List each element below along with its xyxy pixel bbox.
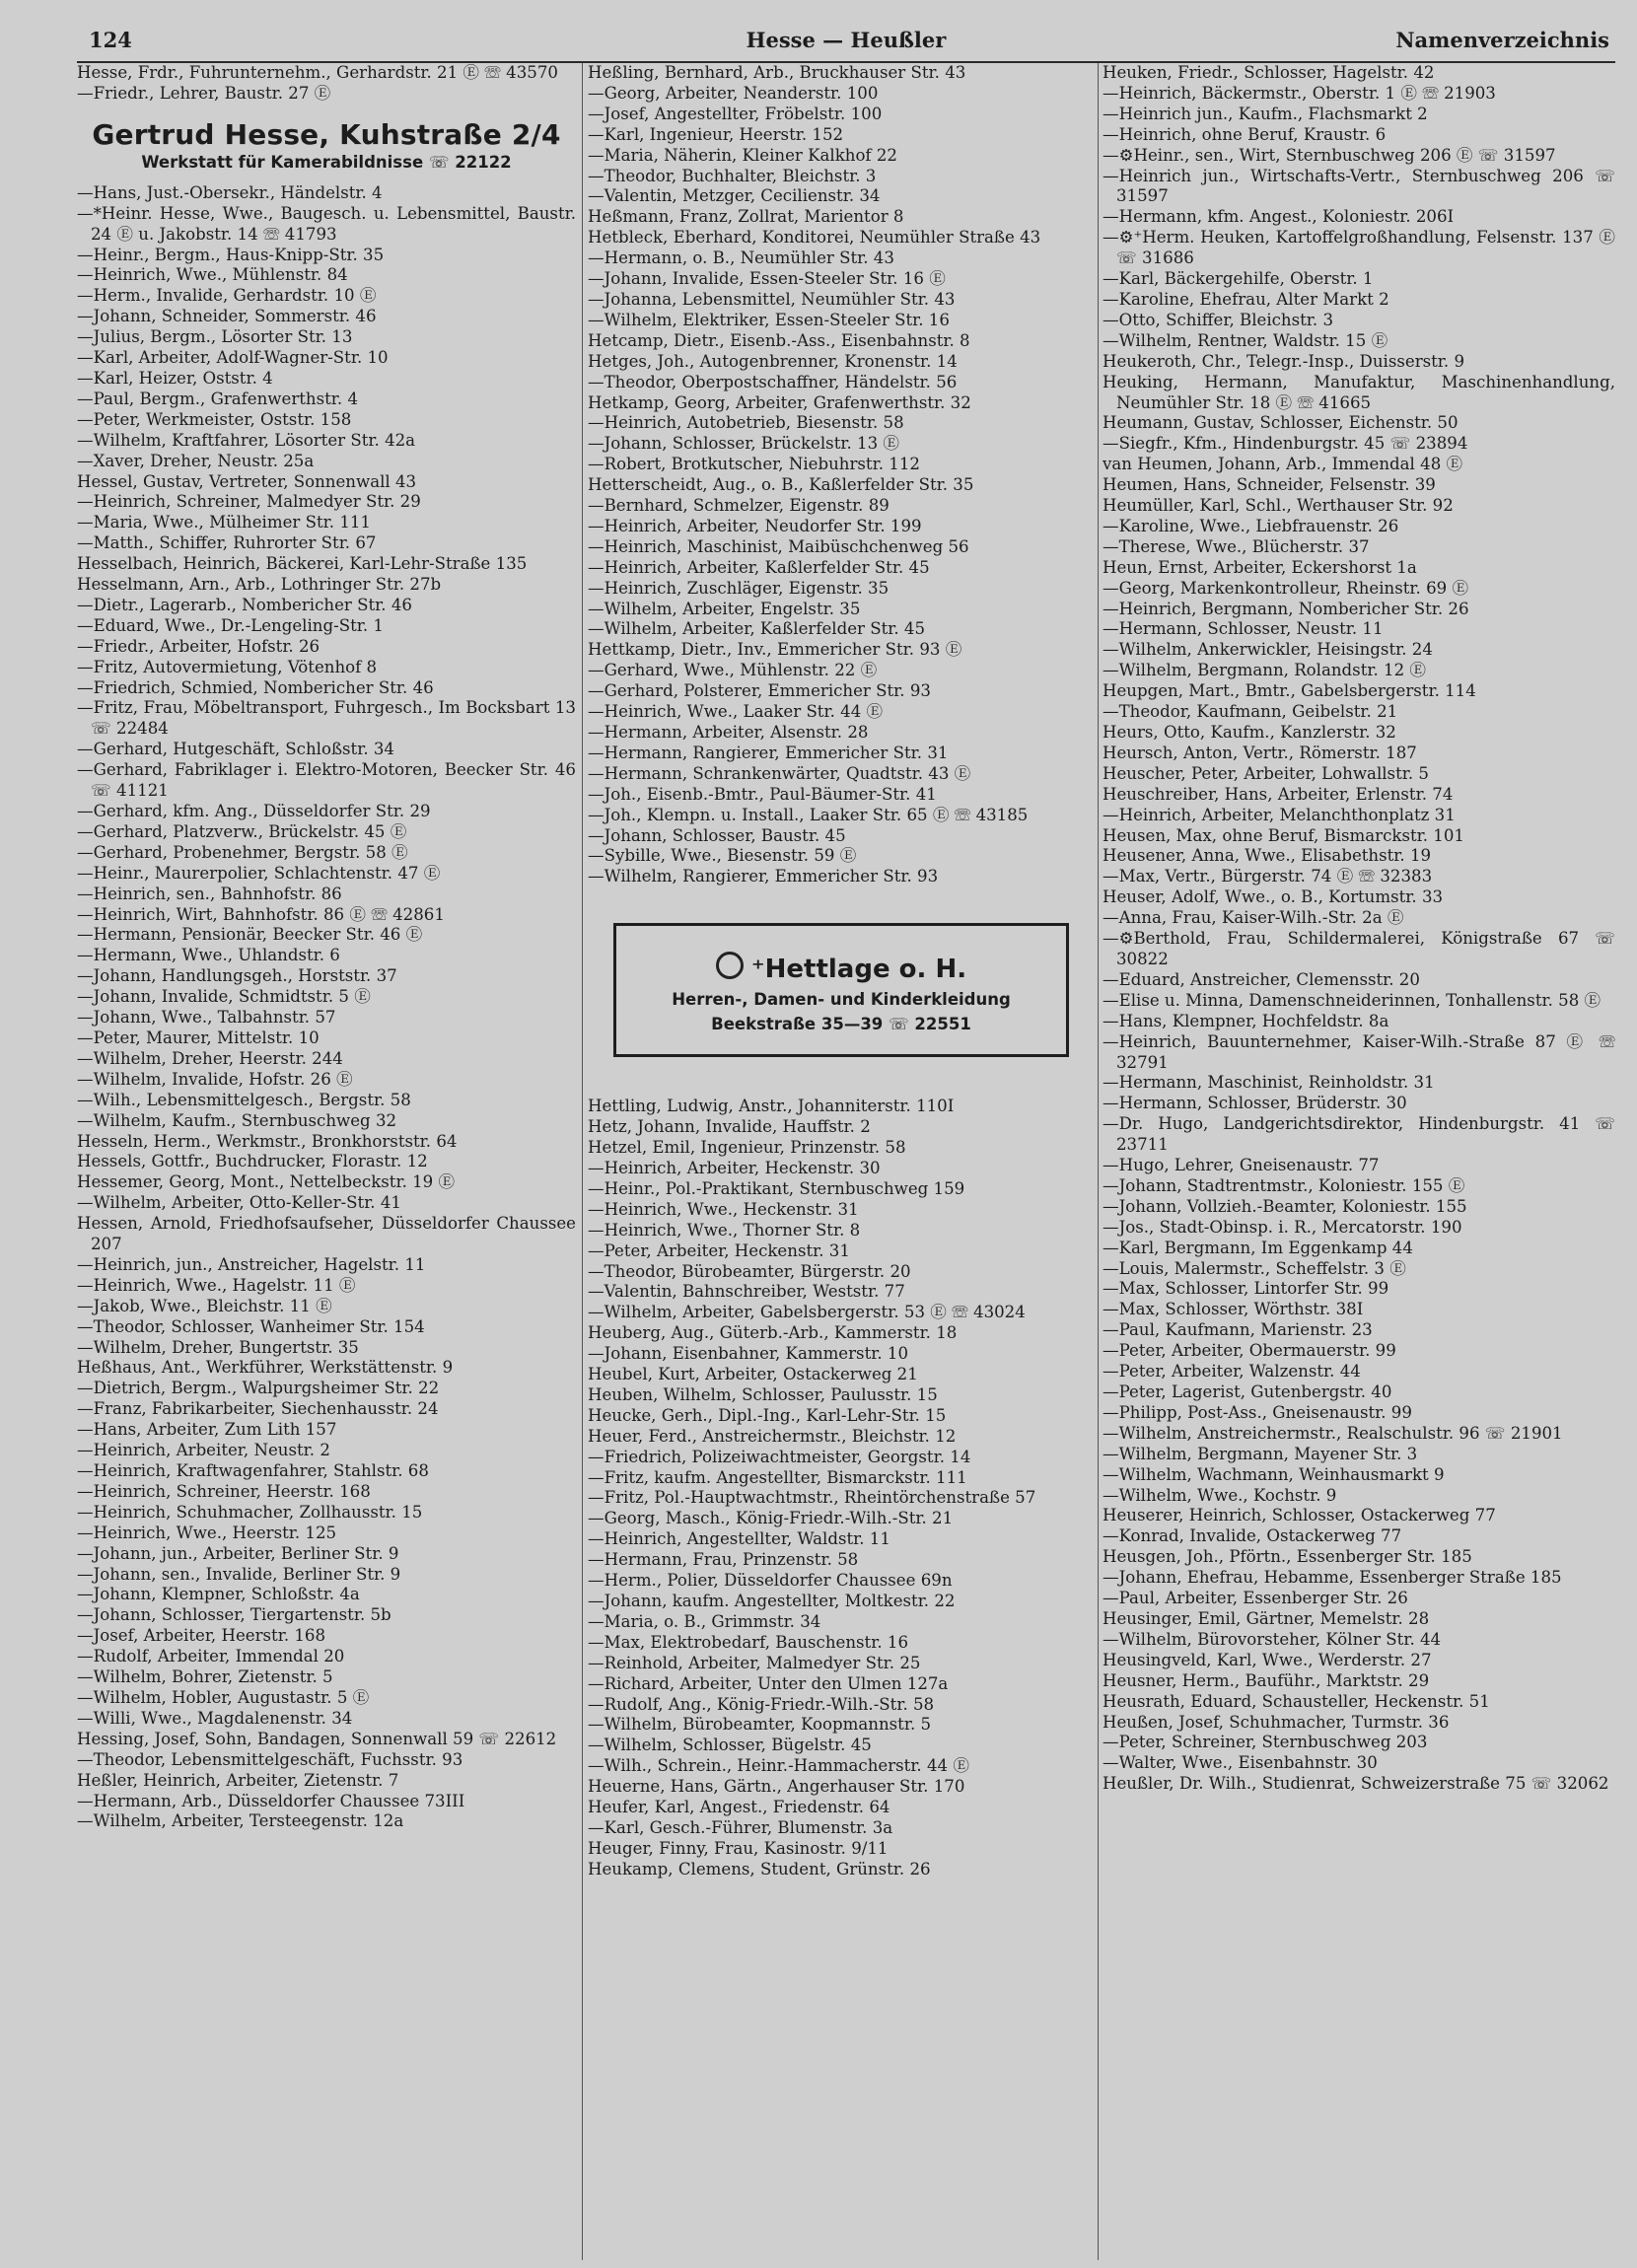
directory-entry: —Heinrich, Autobetrieb, Biesenstr. 58: [588, 413, 904, 433]
directory-entry: —Hans, Arbeiter, Zum Lith 157: [77, 1420, 337, 1440]
directory-entry: Hetzel, Emil, Ingenieur, Prinzenstr. 58: [588, 1138, 906, 1158]
directory-entry: —Hermann, Schlosser, Neustr. 11: [1103, 619, 1384, 639]
directory-entry: —Julius, Bergm., Lösorter Str. 13: [77, 327, 353, 347]
directory-entry: —Heinrich, Kraftwagenfahrer, Stahlstr. 68: [77, 1461, 429, 1480]
directory-entry: —Gerhard, kfm. Ang., Düsseldorfer Str. 29: [77, 802, 431, 820]
directory-entry: —Heinr., Bergm., Haus-Knipp-Str. 35: [77, 245, 385, 264]
directory-entry: —Wilhelm, Kraftfahrer, Lösorter Str. 42a: [77, 430, 416, 450]
directory-entry: —Hans, Klempner, Hochfeldstr. 8a: [1103, 1011, 1389, 1030]
directory-entry: —Gerhard, Probenehmer, Bergstr. 58 Ⓔ: [77, 842, 408, 862]
directory-entry: Heukeroth, Chr., Telegr.-Insp., Duisserstr. 9: [1103, 351, 1465, 371]
directory-entry: Heursch, Anton, Vertr., Römerstr. 187: [1103, 743, 1417, 762]
directory-entry: —Paul, Arbeiter, Essenberger Str. 26: [1103, 1589, 1408, 1608]
directory-entry: —Karoline, Ehefrau, Alter Markt 2: [1103, 289, 1389, 309]
directory-entry: —Wilhelm, Bürobeamter, Koopmannstr. 5: [588, 1715, 932, 1735]
directory-entry: —Wilhelm, Arbeiter, Gabelsbergerstr. 53 Ⓔ ☏ 43024: [588, 1303, 1026, 1322]
directory-entry: —Heinrich, Schreiner, Malmedyer Str. 29: [77, 492, 421, 512]
directory-entry: —Eduard, Anstreicher, Clemensstr. 20: [1103, 969, 1420, 989]
directory-entry: —Wilhelm, Wwe., Kochstr. 9: [1103, 1485, 1337, 1505]
directory-entry: Hessemer, Georg, Mont., Nettelbeckstr. 19 Ⓔ: [77, 1172, 456, 1192]
directory-entry: —Heinrich, Schreiner, Heerstr. 168: [77, 1481, 371, 1501]
directory-entry: Hessen, Arnold, Friedhofsaufseher, Düsseldorfer Chaussee 207: [77, 1214, 576, 1254]
ad-gertrud-hesse: [77, 118, 576, 172]
ad-line-2: Beekstraße 35—39 ☏ 22551: [711, 1015, 971, 1034]
directory-entry: —Johann, jun., Arbeiter, Berliner Str. 9: [77, 1543, 399, 1563]
directory-entry: —Karl, Heizer, Oststr. 4: [77, 368, 273, 388]
directory-entry: —Wilhelm, Bergmann, Rolandstr. 12 Ⓔ: [1103, 661, 1427, 680]
directory-entry: —Wilhelm, Bürovorsteher, Kölner Str. 44: [1103, 1629, 1442, 1649]
directory-entry: —Peter, Arbeiter, Heckenstr. 31: [588, 1240, 850, 1260]
directory-entry: —Heinrich, jun., Anstreicher, Hagelstr. 11: [77, 1254, 426, 1274]
directory-entry: Heufer, Karl, Angest., Friedenstr. 64: [588, 1798, 890, 1817]
directory-entry: —Gerhard, Hutgeschäft, Schloßstr. 34: [77, 740, 394, 759]
directory-columns: [77, 63, 1615, 2260]
directory-entry: —Wilhelm, Dreher, Bungertstr. 35: [77, 1337, 359, 1357]
directory-entry: —Heinrich jun., Kaufm., Flachsmarkt 2: [1103, 104, 1428, 123]
directory-entry: —Wilhelm, Anstreichermstr., Realschulstr. 96 ☏ 21901: [1103, 1423, 1563, 1443]
directory-entry: —Richard, Arbeiter, Unter den Ulmen 127a: [588, 1673, 949, 1693]
directory-entry: —Gerhard, Fabriklager i. Elektro-Motoren, Beecker Str. 46 ☏ 41121: [77, 760, 576, 801]
directory-entry: —Heinrich, Wwe., Mühlenstr. 84: [77, 265, 348, 285]
directory-entry: —Anna, Frau, Kaiser-Wilh.-Str. 2a Ⓔ: [1103, 908, 1404, 928]
directory-entry: —Heinrich, Bauunternehmer, Kaiser-Wilh.-Straße 87 Ⓔ ☏ 32791: [1103, 1031, 1615, 1072]
directory-entry: Heusrath, Eduard, Schausteller, Heckenstr. 51: [1103, 1691, 1490, 1711]
directory-entry: —Heinrich, Arbeiter, Kaßlerfelder Str. 45: [588, 557, 930, 577]
directory-entry: —Johann, Schlosser, Baustr. 45: [588, 825, 846, 845]
directory-entry: —Hermann, Maschinist, Reinholdstr. 31: [1103, 1073, 1435, 1093]
directory-entry: —Reinhold, Arbeiter, Malmedyer Str. 25: [588, 1653, 921, 1672]
directory-entry: Hesse, Frdr., Fuhrunternehm., Gerhardstr. 21 Ⓔ ☏ 43570: [77, 63, 558, 82]
directory-entry: —Johann, Eisenbahner, Kammerstr. 10: [588, 1344, 909, 1364]
directory-entry: Heusinger, Emil, Gärtner, Memelstr. 28: [1103, 1608, 1430, 1628]
directory-entry: —Philipp, Post-Ass., Gneisenaustr. 99: [1103, 1402, 1412, 1422]
directory-entry: —Dietrich, Bergm., Walpurgsheimer Str. 22: [77, 1379, 440, 1398]
directory-entry: Hettling, Ludwig, Anstr., Johanniterstr. 110I: [588, 1097, 955, 1116]
directory-entry: —Johanna, Lebensmittel, Neumühler Str. 43: [588, 289, 956, 309]
directory-entry: Heßhaus, Ant., Werkführer, Werkstättenstr. 9: [77, 1358, 454, 1378]
directory-entry: Hessing, Josef, Sohn, Bandagen, Sonnenwall 59 ☏ 22612: [77, 1729, 557, 1748]
directory-entry: —Fritz, Autovermietung, Vötenhof 8: [77, 657, 378, 676]
directory-entry: —Heinrich, Wwe., Laaker Str. 44 Ⓔ: [588, 702, 884, 722]
directory-entry: —Siegfr., Kfm., Hindenburgstr. 45 ☏ 23894: [1103, 434, 1468, 454]
directory-entry: —Heinrich, Arbeiter, Neudorfer Str. 199: [588, 516, 922, 535]
directory-entry: —Heinrich, Wwe., Thorner Str. 8: [588, 1220, 861, 1240]
directory-entry: Heußen, Josef, Schuhmacher, Turmstr. 36: [1103, 1712, 1450, 1732]
directory-entry: —Fritz, Pol.-Hauptwachtmstr., Rheintörchenstraße 57: [588, 1488, 1036, 1508]
directory-entry: —Otto, Schiffer, Bleichstr. 3: [1103, 310, 1334, 329]
directory-entry: —⚙Heinr., sen., Wirt, Sternbuschweg 206 Ⓔ ☏ 31597: [1103, 145, 1556, 165]
directory-entry: Heusener, Anna, Wwe., Elisabethstr. 19: [1103, 846, 1432, 866]
directory-entry: —Heinrich, Bergmann, Nombericher Str. 26: [1103, 599, 1469, 618]
directory-entry: —Johann, Wwe., Talbahnstr. 57: [77, 1008, 336, 1028]
directory-entry: —Franz, Fabrikarbeiter, Siechenhausstr. 24: [77, 1399, 439, 1419]
directory-entry: —Konrad, Invalide, Ostackerweg 77: [1103, 1526, 1402, 1546]
directory-entry: Heuer, Ferd., Anstreichermstr., Bleichstr. 12: [588, 1426, 957, 1446]
directory-entry: —Johann, Vollzieh.-Beamter, Koloniestr. 155: [1103, 1196, 1467, 1216]
directory-entry: Hesselmann, Arn., Arb., Lothringer Str. 27b: [77, 575, 442, 595]
column-1: [77, 63, 576, 2260]
directory-entry: —Hermann, Schlosser, Brüderstr. 30: [1103, 1094, 1407, 1113]
directory-entry: —Friedr., Lehrer, Baustr. 27 Ⓔ: [77, 83, 331, 103]
directory-entry: Heßler, Heinrich, Arbeiter, Zietenstr. 7: [77, 1770, 399, 1790]
directory-entry: Heumen, Hans, Schneider, Felsenstr. 39: [1103, 475, 1436, 495]
directory-entry: —Hermann, o. B., Neumühler Str. 43: [588, 248, 894, 268]
directory-entry: —Johann, Schlosser, Tiergartenstr. 5b: [77, 1605, 391, 1625]
directory-entry: —Heinr., Pol.-Praktikant, Sternbuschweg 159: [588, 1178, 965, 1198]
directory-entry: Heuken, Friedr., Schlosser, Hagelstr. 42: [1103, 63, 1435, 82]
directory-entry: —Peter, Werkmeister, Oststr. 158: [77, 409, 352, 429]
directory-entry: —Peter, Maurer, Mittelstr. 10: [77, 1028, 320, 1047]
directory-entry: —Theodor, Kaufmann, Geibelstr. 21: [1103, 702, 1398, 722]
column-divider: [1098, 63, 1099, 2260]
directory-entry: —Bernhard, Schmelzer, Eigenstr. 89: [588, 496, 890, 516]
directory-entry: van Heumen, Johann, Arb., Immendal 48 Ⓔ: [1103, 455, 1463, 474]
directory-entry: Heuserer, Heinrich, Schlosser, Ostackerweg 77: [1103, 1506, 1496, 1525]
directory-entry: Hessels, Gottfr., Buchdrucker, Florastr. 12: [77, 1152, 428, 1171]
directory-entry: —Fritz, Frau, Möbeltransport, Fuhrgesch., Im Bocksbart 13 ☏ 22484: [77, 698, 576, 739]
directory-entry: —Wilhelm, Rentner, Waldstr. 15 Ⓔ: [1103, 330, 1388, 350]
directory-entry: —Josef, Arbeiter, Heerstr. 168: [77, 1626, 326, 1646]
directory-entry: Heßling, Bernhard, Arb., Bruckhauser Str. 43: [588, 63, 966, 82]
directory-entry: —Peter, Arbeiter, Obermauerstr. 99: [1103, 1341, 1396, 1361]
directory-entry: —Heinrich, Maschinist, Maibüschchenweg 56: [588, 536, 969, 556]
directory-entry: —Karl, Arbeiter, Adolf-Wagner-Str. 10: [77, 348, 389, 368]
directory-entry: Heuser, Adolf, Wwe., o. B., Kortumstr. 33: [1103, 887, 1444, 907]
directory-entry: —Friedr., Arbeiter, Hofstr. 26: [77, 636, 320, 656]
directory-entry: Hessel, Gustav, Vertreter, Sonnenwall 43: [77, 471, 417, 491]
directory-entry: —Maria, Näherin, Kleiner Kalkhof 22: [588, 145, 897, 165]
column-2: [588, 63, 1095, 2260]
directory-entry: —Gerhard, Wwe., Mühlenstr. 22 Ⓔ: [588, 661, 878, 680]
company-logo-icon: [716, 952, 744, 979]
directory-entry: —Maria, o. B., Grimmstr. 34: [588, 1611, 821, 1631]
directory-entry: —Josef, Angestellter, Fröbelstr. 100: [588, 104, 883, 123]
directory-entry: —Heinrich, Arbeiter, Melanchthonplatz 31: [1103, 805, 1456, 824]
directory-entry: Heuberg, Aug., Güterb.-Arb., Kammerstr. 18: [588, 1323, 958, 1343]
directory-entry: —Johann, Ehefrau, Hebamme, Essenberger Straße 185: [1103, 1568, 1562, 1588]
directory-entry: —Therese, Wwe., Blücherstr. 37: [1103, 536, 1370, 556]
directory-entry: —Peter, Lagerist, Gutenbergstr. 40: [1103, 1382, 1392, 1401]
directory-entry: —Wilhelm, Bohrer, Zietenstr. 5: [77, 1667, 333, 1687]
directory-entry: —Heinrich, sen., Bahnhofstr. 86: [77, 884, 342, 903]
page-number: 124: [89, 28, 132, 52]
directory-entry: —Friedrich, Polizeiwachtmeister, Georgstr. 14: [588, 1447, 971, 1466]
directory-entry: Heuerne, Hans, Gärtn., Angerhauser Str. 170: [588, 1777, 965, 1797]
directory-entry: Heupgen, Mart., Bmtr., Gabelsbergerstr. 114: [1103, 681, 1476, 701]
directory-entry: —Jakob, Wwe., Bleichstr. 11 Ⓔ: [77, 1296, 332, 1315]
directory-entry: —Johann, Klempner, Schloßstr. 4a: [77, 1585, 360, 1604]
directory-entry: —Wilhelm, Schlosser, Bügelstr. 45: [588, 1736, 872, 1755]
directory-entry: —Wilhelm, Kaufm., Sternbuschweg 32: [77, 1110, 397, 1130]
directory-entry: —Peter, Schreiner, Sternbuschweg 203: [1103, 1733, 1428, 1752]
directory-entry: —Johann, Invalide, Essen-Steeler Str. 16 Ⓔ: [588, 269, 946, 289]
directory-entry: —Heinrich, Angestellter, Waldstr. 11: [588, 1529, 890, 1549]
section-title: Namenverzeichnis: [1395, 28, 1609, 52]
directory-entry: —Walter, Wwe., Eisenbahnstr. 30: [1103, 1753, 1378, 1773]
directory-entry: —Wilhelm, Arbeiter, Otto-Keller-Str. 41: [77, 1193, 401, 1213]
directory-entry: —Matth., Schiffer, Ruhrorter Str. 67: [77, 533, 377, 553]
directory-entry: —Heinrich, ohne Beruf, Kraustr. 6: [1103, 124, 1387, 144]
directory-entry: —Wilh., Schrein., Heinr.-Hammacherstr. 44 Ⓔ: [588, 1756, 969, 1776]
directory-entry: Hetterscheidt, Aug., o. B., Kaßlerfelder Str. 35: [588, 475, 974, 495]
directory-entry: —Karoline, Wwe., Liebfrauenstr. 26: [1103, 516, 1399, 535]
directory-entry: Hetz, Johann, Invalide, Hauffstr. 2: [588, 1117, 871, 1137]
directory-entry: —Heinrich, Wwe., Heerstr. 125: [77, 1523, 337, 1542]
directory-entry: —Karl, Ingenieur, Heerstr. 152: [588, 124, 844, 144]
directory-entry: Heuger, Finny, Frau, Kasinostr. 9/11: [588, 1838, 889, 1858]
directory-entry: —Xaver, Dreher, Neustr. 25a: [77, 451, 315, 470]
directory-entry: —Max, Schlosser, Wörthstr. 38I: [1103, 1300, 1364, 1319]
directory-entry: —Elise u. Minna, Damenschneiderinnen, Tonhallenstr. 58 Ⓔ: [1103, 990, 1601, 1010]
ad-title: Gertrud Hesse, Kuhstraße 2/4: [92, 117, 561, 151]
directory-entry: —Wilhelm, Arbeiter, Tersteegenstr. 12a: [77, 1811, 404, 1831]
directory-entry: —Hugo, Lehrer, Gneisenaustr. 77: [1103, 1156, 1380, 1175]
directory-entry: —Heinrich, Bäckermstr., Oberstr. 1 Ⓔ ☏ 21903: [1103, 83, 1496, 103]
directory-entry: Heubel, Kurt, Arbeiter, Ostackerweg 21: [588, 1365, 918, 1384]
page-header: [77, 22, 1615, 63]
directory-entry: —Karl, Bäckergehilfe, Oberstr. 1: [1103, 269, 1374, 289]
directory-entry: —Hans, Just.-Obersekr., Händelstr. 4: [77, 182, 383, 202]
directory-entry: —Heinrich, Zuschläger, Eigenstr. 35: [588, 578, 890, 598]
directory-entry: Heuking, Hermann, Manufaktur, Maschinenhandlung, Neumühler Str. 18 Ⓔ ☏ 41665: [1103, 372, 1615, 412]
directory-entry: —Wilhelm, Hobler, Augustastr. 5 Ⓔ: [77, 1687, 370, 1707]
directory-entry: —Johann, Schneider, Sommerstr. 46: [77, 307, 377, 326]
directory-entry: Heun, Ernst, Arbeiter, Eckershorst 1a: [1103, 557, 1417, 577]
directory-entry: —Wilhelm, Arbeiter, Kaßlerfelder Str. 45: [588, 619, 926, 639]
directory-entry: Hetbleck, Eberhard, Konditorei, Neumühler Straße 43: [588, 228, 1041, 248]
directory-entry: —Georg, Masch., König-Friedr.-Wilh.-Str. 21: [588, 1509, 954, 1528]
directory-entry: Hesseln, Herm., Werkmstr., Bronkhorststr. 64: [77, 1131, 458, 1151]
directory-entry: —Hermann, Pensionär, Beecker Str. 46 Ⓔ: [77, 925, 423, 945]
directory-entry: —Georg, Arbeiter, Neanderstr. 100: [588, 83, 879, 103]
directory-entry: Hetkamp, Georg, Arbeiter, Grafenwerthstr. 32: [588, 392, 971, 412]
directory-entry: —Friedrich, Schmied, Nombericher Str. 46: [77, 677, 434, 697]
column-3: [1103, 63, 1615, 2260]
directory-entry: —Wilhelm, Wachmann, Weinhausmarkt 9: [1103, 1464, 1445, 1484]
directory-entry: Heusingveld, Karl, Wwe., Werderstr. 27: [1103, 1650, 1432, 1669]
directory-entry: Heukamp, Clemens, Student, Grünstr. 26: [588, 1859, 931, 1878]
directory-entry: —Wilh., Lebensmittelgesch., Bergstr. 58: [77, 1090, 411, 1109]
directory-entry: —Sybille, Wwe., Biesenstr. 59 Ⓔ: [588, 846, 857, 866]
directory-entry: —Rudolf, Ang., König-Friedr.-Wilh.-Str. 58: [588, 1694, 935, 1714]
directory-entry: —Jos., Stadt-Obinsp. i. R., Mercatorstr. 190: [1103, 1217, 1462, 1237]
directory-entry: —Dietr., Lagerarb., Nombericher Str. 46: [77, 595, 412, 614]
directory-entry: —Theodor, Oberpostschaffner, Händelstr. 56: [588, 372, 958, 391]
directory-entry: Heuschreiber, Hans, Arbeiter, Erlenstr. 74: [1103, 784, 1454, 804]
directory-entry: Hetges, Joh., Autogenbrenner, Kronenstr. 14: [588, 351, 958, 371]
directory-entry: —Heinrich, Wirt, Bahnhofstr. 86 Ⓔ ☏ 42861: [77, 904, 445, 924]
directory-entry: —*Heinr. Hesse, Wwe., Baugesch. u. Lebensmittel, Baustr. 24 Ⓔ u. Jakobstr. 14 ☏ 41793: [77, 203, 576, 244]
directory-entry: —Johann, Handlungsgeh., Horststr. 37: [77, 966, 397, 986]
directory-entry: Heurs, Otto, Kaufm., Kanzlerstr. 32: [1103, 723, 1396, 742]
directory-entry: Heuben, Wilhelm, Schlosser, Paulusstr. 15: [588, 1384, 938, 1404]
column-divider: [582, 63, 583, 2260]
directory-entry: —Hermann, Schrankenwärter, Quadtstr. 43 Ⓔ: [588, 763, 971, 783]
directory-entry: —Johann, Stadtrentmstr., Koloniestr. 155 Ⓔ: [1103, 1175, 1465, 1195]
directory-entry: —Heinrich, Schuhmacher, Zollhausstr. 15: [77, 1502, 423, 1522]
directory-entry: —Wilhelm, Elektriker, Essen-Steeler Str. 16: [588, 310, 950, 329]
directory-entry: —Hermann, Frau, Prinzenstr. 58: [588, 1550, 859, 1570]
ad-line-1: Herren-, Damen- und Kinderkleidung: [672, 990, 1011, 1010]
directory-entry: —Eduard, Wwe., Dr.-Lengeling-Str. 1: [77, 615, 384, 635]
directory-entry: —Hermann, Arbeiter, Alsenstr. 28: [588, 723, 869, 742]
directory-entry: —Valentin, Metzger, Cecilienstr. 34: [588, 186, 881, 206]
directory-entry: —Heinrich, Wwe., Heckenstr. 31: [588, 1199, 859, 1219]
directory-entry: —Gerhard, Platzverw., Brückelstr. 45 Ⓔ: [77, 821, 407, 841]
directory-entry: Hettkamp, Dietr., Inv., Emmericher Str. 93 Ⓔ: [588, 640, 962, 660]
directory-entry: —Heinr., Maurerpolier, Schlachtenstr. 47 Ⓔ: [77, 863, 441, 883]
directory-entry: —Maria, Wwe., Mülheimer Str. 111: [77, 513, 371, 532]
directory-entry: —Herm., Invalide, Gerhardstr. 10 Ⓔ: [77, 286, 377, 306]
directory-entry: —Theodor, Buchhalter, Bleichstr. 3: [588, 166, 877, 185]
directory-entry: Heusner, Herm., Bauführ., Marktstr. 29: [1103, 1670, 1430, 1690]
directory-entry: —Wilhelm, Arbeiter, Engelstr. 35: [588, 599, 861, 618]
directory-entry: —Gerhard, Polsterer, Emmericher Str. 93: [588, 681, 931, 701]
directory-entry: —Johann, kaufm. Angestellter, Moltkestr. 22: [588, 1592, 956, 1610]
directory-entry: —Wilhelm, Bergmann, Mayener Str. 3: [1103, 1444, 1418, 1463]
directory-entry: —Valentin, Bahnschreiber, Weststr. 77: [588, 1282, 905, 1302]
directory-entry: —Wilhelm, Invalide, Hofstr. 26 Ⓔ: [77, 1069, 353, 1089]
directory-entry: —Heinrich, Wwe., Hagelstr. 11 Ⓔ: [77, 1275, 356, 1295]
directory-entry: —Theodor, Schlosser, Wanheimer Str. 154: [77, 1316, 425, 1336]
directory-entry: —Wilhelm, Dreher, Heerstr. 244: [77, 1048, 343, 1068]
directory-entry: —Theodor, Lebensmittelgeschäft, Fuchsstr. 93: [77, 1749, 463, 1769]
directory-entry: —Max, Vertr., Bürgerstr. 74 Ⓔ ☏ 32383: [1103, 867, 1433, 886]
directory-entry: —Louis, Malermstr., Scheffelstr. 3 Ⓔ: [1103, 1258, 1406, 1278]
directory-entry: —Karl, Gesch.-Führer, Blumenstr. 3a: [588, 1817, 893, 1837]
directory-entry: Heumüller, Karl, Schl., Werthauser Str. 92: [1103, 496, 1454, 516]
directory-entry: Heucke, Gerh., Dipl.-Ing., Karl-Lehr-Str. 15: [588, 1405, 947, 1425]
ad-title: ⁺Hettlage o. H.: [616, 952, 1066, 984]
directory-entry: —Heinrich jun., Wirtschafts-Vertr., Sternbuschweg 206 ☏ 31597: [1103, 166, 1615, 206]
directory-entry: —Johann, sen., Invalide, Berliner Str. 9: [77, 1564, 401, 1584]
directory-entry: —Hermann, kfm. Angest., Koloniestr. 206I: [1103, 207, 1455, 227]
directory-entry: —⚙Berthold, Frau, Schildermalerei, Königstraße 67 ☏ 30822: [1103, 929, 1615, 968]
directory-entry: —Wilhelm, Ankerwickler, Heisingstr. 24: [1103, 640, 1433, 660]
ad-subtitle: Werkstatt für Kamerabildnisse ☏ 22122: [141, 152, 512, 172]
directory-entry: Heumann, Gustav, Schlosser, Eichenstr. 50: [1103, 413, 1459, 433]
directory-entry: —⚙⁺Herm. Heuken, Kartoffelgroßhandlung, Felsenstr. 137 Ⓔ ☏ 31686: [1103, 228, 1615, 268]
directory-entry: —Joh., Eisenb.-Bmtr., Paul-Bäumer-Str. 41: [588, 784, 937, 804]
ad-hettlage: [613, 923, 1069, 1057]
directory-entry: Heuscher, Peter, Arbeiter, Lohwallstr. 5: [1103, 763, 1429, 783]
directory-entry: Heußler, Dr. Wilh., Studienrat, Schweizerstraße 75 ☏ 32062: [1103, 1774, 1609, 1794]
directory-entry: —Hermann, Wwe., Uhlandstr. 6: [77, 946, 340, 965]
directory-entry: —Herm., Polier, Düsseldorfer Chaussee 69n: [588, 1571, 953, 1591]
directory-entry: —Paul, Bergm., Grafenwerthstr. 4: [77, 389, 359, 408]
directory-entry: —Fritz, kaufm. Angestellter, Bismarckstr. 111: [588, 1467, 967, 1487]
directory-entry: —Johann, Invalide, Schmidtstr. 5 Ⓔ: [77, 987, 371, 1007]
directory-entry: —Johann, Schlosser, Brückelstr. 13 Ⓔ: [588, 434, 900, 454]
directory-entry: Hetcamp, Dietr., Eisenb.-Ass., Eisenbahnstr. 8: [588, 330, 970, 350]
directory-entry: Heßmann, Franz, Zollrat, Marientor 8: [588, 207, 904, 227]
directory-entry: —Dr. Hugo, Landgerichtsdirektor, Hindenburgstr. 41 ☏ 23711: [1103, 1114, 1615, 1155]
directory-entry: —Heinrich, Arbeiter, Heckenstr. 30: [588, 1158, 881, 1177]
directory-entry: —Max, Elektrobedarf, Bauschenstr. 16: [588, 1632, 908, 1652]
directory-entry: —Theodor, Bürobeamter, Bürgerstr. 20: [588, 1261, 911, 1281]
directory-entry: —Willi, Wwe., Magdalenenstr. 34: [77, 1708, 353, 1728]
directory-entry: Heusgen, Joh., Pförtn., Essenberger Str. 185: [1103, 1547, 1472, 1567]
directory-entry: —Hermann, Arb., Düsseldorfer Chaussee 73III: [77, 1791, 465, 1810]
directory-entry: —Paul, Kaufmann, Marienstr. 23: [1103, 1320, 1373, 1340]
directory-entry: —Robert, Brotkutscher, Niebuhrstr. 112: [588, 455, 920, 474]
directory-entry: —Rudolf, Arbeiter, Immendal 20: [77, 1647, 345, 1666]
directory-entry: —Peter, Arbeiter, Walzenstr. 44: [1103, 1362, 1361, 1382]
directory-entry: —Joh., Klempn. u. Install., Laaker Str. 65 Ⓔ ☏ 43185: [588, 805, 1029, 824]
directory-entry: —Wilhelm, Rangierer, Emmericher Str. 93: [588, 867, 939, 886]
directory-entry: Heusen, Max, ohne Beruf, Bismarckstr. 101: [1103, 825, 1464, 845]
directory-entry: —Heinrich, Arbeiter, Neustr. 2: [77, 1441, 330, 1460]
directory-entry: —Hermann, Rangierer, Emmericher Str. 31: [588, 743, 949, 762]
directory-entry: Hesselbach, Heinrich, Bäckerei, Karl-Lehr-Straße 135: [77, 554, 528, 574]
running-title: Hesse — Heußler: [746, 28, 947, 52]
directory-entry: —Georg, Markenkontrolleur, Rheinstr. 69 Ⓔ: [1103, 578, 1469, 598]
directory-entry: —Karl, Bergmann, Im Eggenkamp 44: [1103, 1238, 1413, 1257]
directory-entry: —Max, Schlosser, Lintorfer Str. 99: [1103, 1279, 1389, 1299]
